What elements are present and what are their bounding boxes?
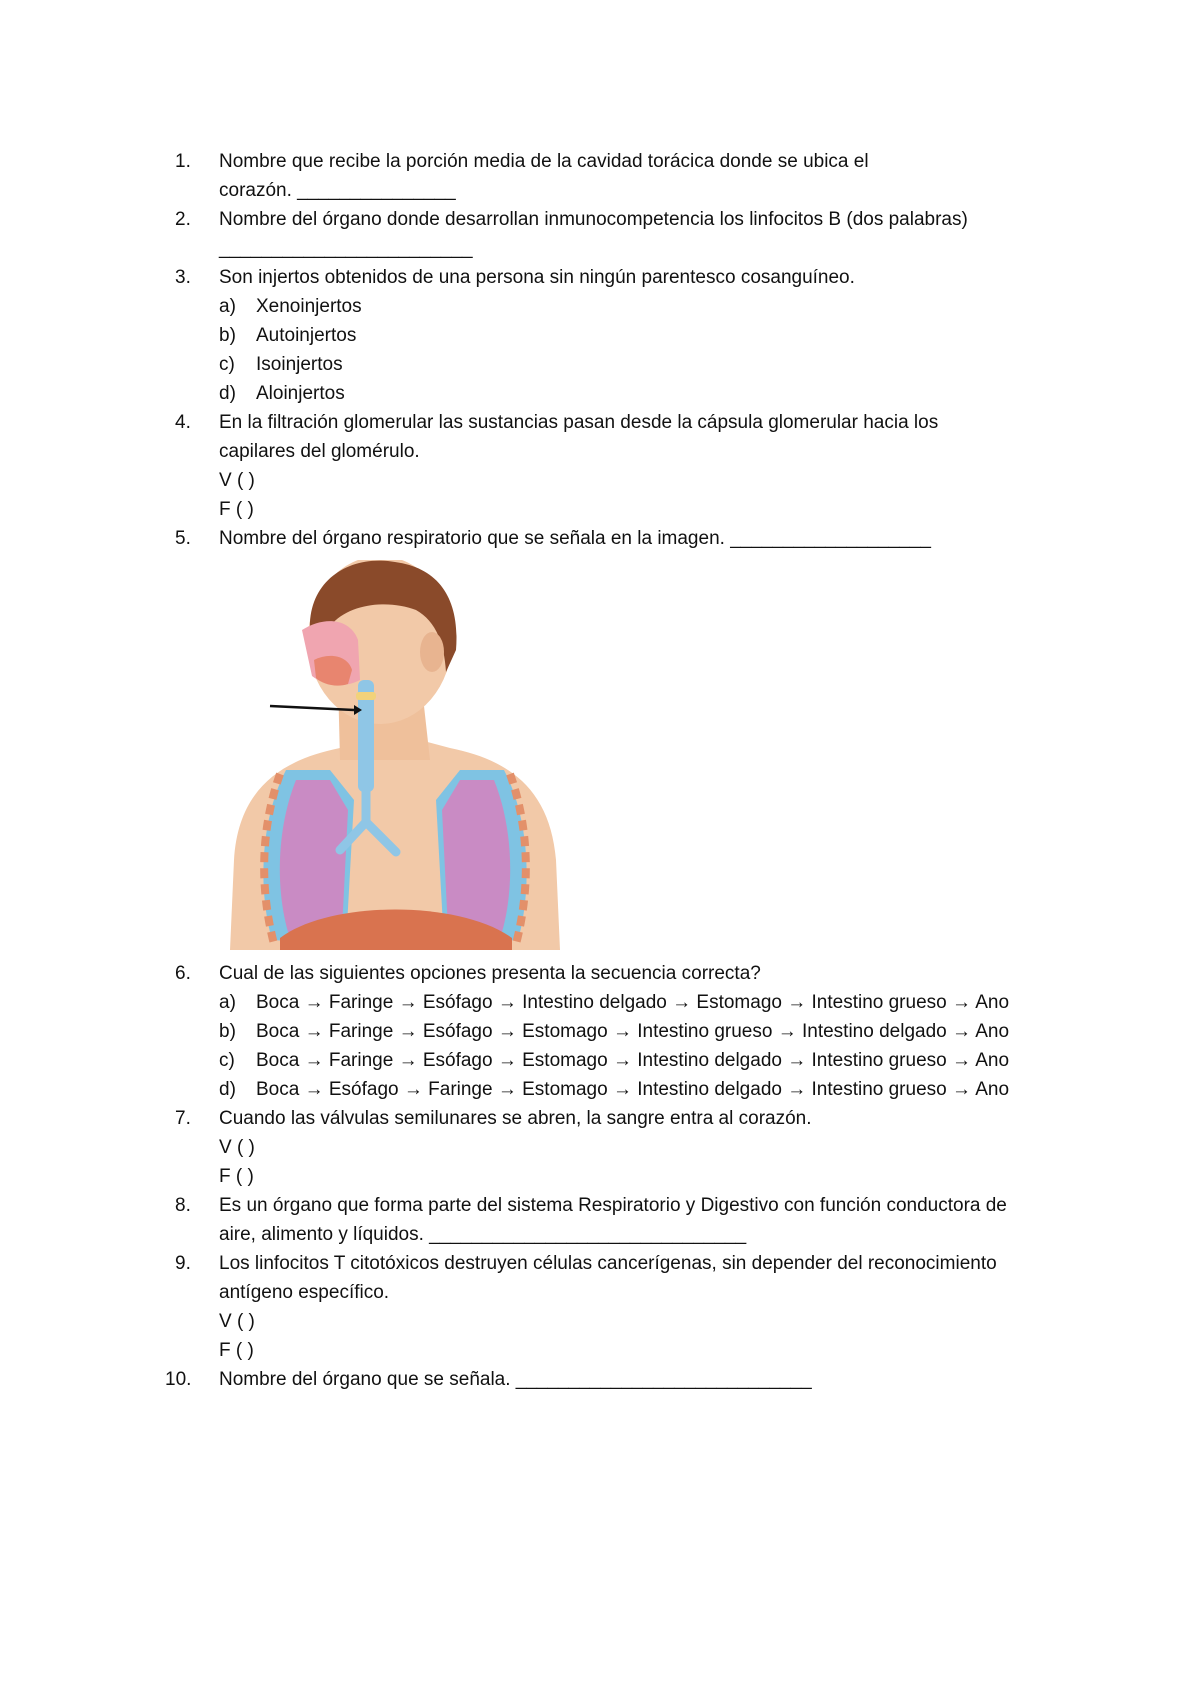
false-option-label: F ( ): [219, 499, 254, 520]
true-option-label: V ( ): [219, 1137, 255, 1158]
question-text: Nombre del órgano respiratorio que se señala en la imagen. ___________________: [219, 528, 931, 549]
question-text: Nombre del órgano que se señala. ____________________________: [219, 1369, 812, 1390]
question-number: 2.: [175, 209, 191, 230]
option-letter: d): [219, 383, 236, 404]
true-option-label: V ( ): [219, 470, 255, 491]
question-text-continued: aire, alimento y líquidos. ______________________________: [219, 1224, 747, 1245]
option-text: Aloinjertos: [256, 383, 345, 404]
question-text: Los linfocitos T citotóxicos destruyen células cancerígenas, sin depender del reconocimiento: [219, 1253, 997, 1274]
option-letter: b): [219, 325, 236, 346]
question-text-continued: corazón. _______________: [219, 180, 456, 201]
option-letter: a): [219, 296, 236, 317]
question-text: Son injertos obtenidos de una persona sin ningún parentesco cosanguíneo.: [219, 267, 855, 288]
option-text: Xenoinjertos: [256, 296, 362, 317]
question-text-continued: capilares del glomérulo.: [219, 441, 420, 462]
question-text: Es un órgano que forma parte del sistema Respiratorio y Digestivo con función conductora de: [219, 1195, 1007, 1216]
question-number: 5.: [175, 528, 191, 549]
question-text: Nombre del órgano donde desarrollan inmunocompetencia los linfocitos B (dos palabras): [219, 209, 968, 230]
option-letter: a): [219, 992, 236, 1013]
question-text: En la filtración glomerular las sustancias pasan desde la cápsula glomerular hacia los: [219, 412, 939, 433]
option-text: Boca → Faringe → Esófago → Intestino delgado → Estomago → Intestino grueso → Ano: [256, 992, 1010, 1013]
option-text: Boca → Faringe → Esófago → Estomago → Intestino delgado → Intestino grueso → Ano: [256, 1050, 1010, 1071]
option-text: Autoinjertos: [256, 325, 357, 346]
answer-blank: ________________________: [219, 238, 473, 259]
question-number: 1.: [175, 151, 191, 172]
question-number: 7.: [175, 1108, 191, 1129]
question-text: Nombre que recibe la porción media de la cavidad torácica donde se ubica el: [219, 151, 869, 172]
question-text: Cual de las siguientes opciones presenta la secuencia correcta?: [219, 963, 761, 984]
option-text: Boca → Esófago → Faringe → Estomago → Intestino delgado → Intestino grueso → Ano: [256, 1079, 1010, 1100]
option-letter: c): [219, 1050, 235, 1071]
option-letter: c): [219, 354, 235, 375]
option-letter: d): [219, 1079, 236, 1100]
question-number: 10.: [165, 1369, 192, 1390]
question-text: Cuando las válvulas semilunares se abren, la sangre entra al corazón.: [219, 1108, 812, 1129]
question-number: 4.: [175, 412, 191, 433]
question-text-continued: antígeno específico.: [219, 1282, 390, 1303]
respiratory-system-illustration-icon: [220, 560, 570, 950]
question-number: 8.: [175, 1195, 191, 1216]
false-option-label: F ( ): [219, 1166, 254, 1187]
option-text: Isoinjertos: [256, 354, 343, 375]
question-number: 9.: [175, 1253, 191, 1274]
true-option-label: V ( ): [219, 1311, 255, 1332]
question-number: 3.: [175, 267, 191, 288]
option-letter: b): [219, 1021, 236, 1042]
false-option-label: F ( ): [219, 1340, 254, 1361]
option-text: Boca → Faringe → Esófago → Estomago → Intestino grueso → Intestino delgado → Ano: [256, 1021, 1010, 1042]
question-number: 6.: [175, 963, 191, 984]
